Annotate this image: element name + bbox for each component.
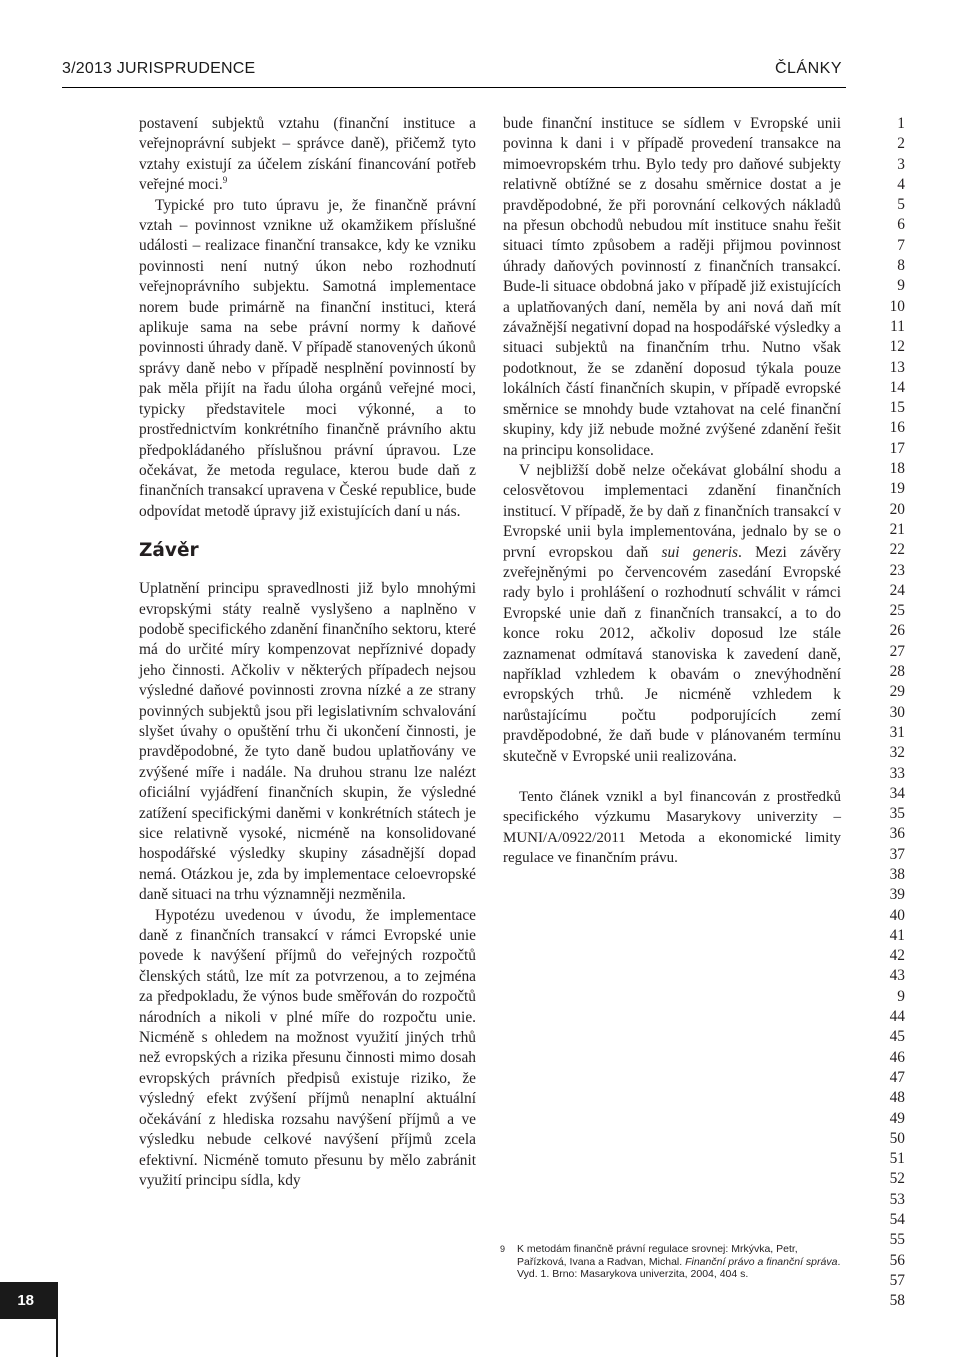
line-number: 46	[889, 1048, 905, 1066]
paragraph	[503, 461, 841, 767]
footnote-ref[interactable]: 9	[222, 175, 228, 186]
footnote-title: Finanční právo a finanční správa	[685, 1255, 838, 1268]
line-number: 16	[889, 419, 905, 437]
line-number: 2	[897, 135, 905, 153]
line-number: 53	[889, 1190, 905, 1208]
line-number: 36	[889, 825, 905, 843]
line-number: 15	[889, 399, 905, 417]
line-number: 56	[889, 1251, 905, 1269]
paragraph: Uplatnění principu spravedlnosti již bylo mnohými evropskými státy realně vyslyšeno a naplněno v podobě specifického zdanění finančního sektoru, které má do určité míry kompenzovat nepříznivé dopady jeho činnosti. Ačkoliv v některých případech nejsou výsledné daňové povinnosti zrovna nízké a ze strany povinných subjektů jsou při legislativním schvalování slyšet úvahy o opuštění trhu či ukončení činnosti, je pravděpodobné, že tyto daně budou uplatňovány ve zvýšené míře i nadále. Na druhou stranu lze nalézt oficiální vyjádření finančních skupin, že výsledné zatížení specifickými daněmi v konkrétních státech je sice relativně vysoké, nicméně na konsolidované hospodářské výsledky skupiny zásadnější dopad nemá. Otázkou je, zda by implementace celoevropské daně situaci na trhu významněji nezměnila.	[139, 580, 476, 904]
line-number: 30	[889, 703, 905, 721]
line-number: 11	[890, 317, 905, 335]
line-number: 33	[889, 764, 905, 782]
line-number: 44	[889, 1008, 905, 1026]
line-number: 23	[889, 561, 905, 579]
line-number: 49	[889, 1109, 905, 1127]
line-number: 54	[889, 1211, 905, 1229]
line-number: 48	[889, 1089, 905, 1107]
line-number: 40	[889, 906, 905, 924]
line-number: 41	[889, 926, 905, 944]
line-number: 3	[897, 155, 905, 173]
right-column	[503, 114, 841, 869]
line-numbers	[865, 114, 905, 1312]
line-number: 12	[889, 338, 905, 356]
footnote-text	[517, 1243, 845, 1281]
line-number: 29	[889, 683, 905, 701]
page-number: 18	[0, 1282, 56, 1319]
line-number: 27	[889, 642, 905, 660]
footnote-number: 9	[500, 1244, 506, 1254]
line-number: 14	[889, 378, 905, 396]
line-number: 38	[889, 865, 905, 883]
footnote-text-part: . Vyd. 1. Brno: Masarykova univerzita, 2004, 404 s.	[517, 1255, 841, 1280]
line-number: 22	[889, 541, 905, 559]
section-header: ČLÁNKY	[774, 60, 842, 77]
line-number: 17	[889, 439, 905, 457]
line-number: 9	[897, 277, 905, 295]
spacer	[503, 767, 841, 787]
line-number: 50	[889, 1129, 905, 1147]
header-rule	[62, 87, 846, 88]
line-number: 24	[889, 581, 905, 599]
left-column	[139, 114, 476, 1191]
line-number: 42	[889, 947, 905, 965]
line-number: 5	[897, 196, 905, 214]
line-number: 25	[889, 602, 905, 620]
line-number: 55	[889, 1231, 905, 1249]
paragraph-text: V nejbližší době nelze očekávat globální shodu a celosvětovou implementaci zdanění finančních institucí. V případě, že by daň z finančních transakcí v Evropské unii byla implementována, jednalo by se o první evropskou daň	[503, 461, 841, 561]
line-number: 9	[897, 987, 905, 1005]
line-number: 6	[897, 216, 905, 234]
footnote	[500, 1243, 845, 1281]
paragraph: Typické pro tuto úpravu je, že finančně právní vztah – povinnost vznikne už okamžikem příslušné události – realizace finanční transakce, kdy ke vzniku povinnosti není nutný úkon nebo rozhodnutí veřejnoprávního subjektu. Samotná implementace norem bude primárně na finanční instituci, která aplikuje sama na sebe právní normy k daňové povinnosti úhrady daně. V případě stanovených úkonů správy daně nebo v případě nesplnění povinností by pak měla přijít na řadu úloha orgánů veřejné moci, typicky představitele moci výkonné, a to prostřednictvím konkrétního finančně právního aktu předpokládaného příslušnou právní úpravou. Lze očekávat, že metoda regulace, kterou bude daň z finančních transakcí upravena v České republice, bude odpovídat metodě úpravy již existujících daní u nás.	[139, 196, 476, 520]
line-number: 34	[889, 784, 905, 802]
line-number: 47	[889, 1068, 905, 1086]
line-number: 45	[889, 1028, 905, 1046]
line-number: 13	[889, 358, 905, 376]
line-number: 51	[889, 1150, 905, 1168]
italic-term: sui generis	[661, 543, 739, 561]
journal-header: 3/2013 JURISPRUDENCE	[62, 60, 256, 77]
line-number: 31	[889, 723, 905, 741]
line-number: 4	[897, 175, 905, 193]
paragraph	[139, 114, 476, 196]
paragraph-text: . Mezi závěry zveřejněnými po červencovém zasedání Evropské rady bylo i prohlášení o rozhodnutí schválit v rámci Evropské unie daň z finančních transakcí, a to do konce roku 2012, ačkoliv doposud lze stále zaznamenat odmítavá stanoviska k zavedení daně, například vzhledem k obavám o znevýhodnění evropských trhů. Je nicméně vzhledem k narůstajícímu počtu podporujících zemí pravděpodobné, že daň bude v plánovaném termínu skutečně v Evropské unii realizována.	[503, 543, 841, 765]
line-number: 18	[889, 460, 905, 478]
line-number: 20	[889, 500, 905, 518]
line-number: 26	[889, 622, 905, 640]
line-number: 58	[889, 1292, 905, 1310]
top-margin	[0, 0, 960, 44]
footnote-text-part: K metodám finančně právní regulace srovnej: Mrkývka, Petr, Pařízková, Ivana a Radvan, Michal.	[517, 1243, 798, 1268]
line-number: 1	[897, 115, 905, 132]
line-number: 35	[889, 805, 905, 823]
page-edge-bar	[56, 1282, 58, 1357]
line-number: 8	[897, 257, 905, 275]
line-number: 28	[889, 663, 905, 681]
section-heading: Závěr	[139, 540, 199, 562]
paragraph: bude finanční instituce se sídlem v Evropské unii povinna k dani i v případě provedení transakce na mimoevropském trhu. Bylo tedy pro daňové subjekty relativně obtížné se z dosahu směrnice dostat a je pravděpodobné, že při porovnání celkových nákladů na přesun obchodů nebudou mít instituce snahu řešit situaci tímto způsobem a raději přijmou povinnost úhrady daňových povinností z finančních transakcí. Bude-li situace obdobná jako v případě již existujících a uplatňovaných daní, neměla by ani nová daň mít závažnější negativní dopad na hospodářské výsledky a situaci subjektů na finančním trhu. Nutno však podotknout, že se zdanění doposud týkala pouze lokálních částí finančních skupin, v případě evropské směrnice se mnohdy bude vztahovat na celé finanční skupiny, kdy již nebude možné zvýšené zdanění řešit na principu konsolidace.	[503, 115, 841, 459]
line-number: 37	[889, 845, 905, 863]
line-number: 21	[889, 520, 905, 538]
line-number: 32	[889, 744, 905, 762]
line-number: 57	[889, 1271, 905, 1289]
line-number: 7	[897, 236, 905, 254]
paragraph: Hypotézu uvedenou v úvodu, že implementace daně z finančních transakcí v rámci Evropské unie povede k navýšení příjmů do veřejných rozpočtů členských států, lze mít za potvrzenou, a to zejména za předpokladu, že výnos bude směřován do rozpočtů národních a nikoli v plné míře do rozpočtu unie. Nicméně s ohledem na možnost využití jiných trhů než evropských a rizika přesunu činnosti mimo dosah evropských právních předpisů existuje riziko, že výsledný efekt zvýšení příjmů nenaplní aktuální očekávání z hlediska rozsahu navýšení příjmů a ve výsledku nebude celkové navýšení příjmů zcela efektivní. Nicméně tomuto přesunu by mělo zabránit využití principu sídla, kdy	[139, 906, 476, 1189]
line-number: 43	[889, 967, 905, 985]
line-number: 19	[889, 480, 905, 498]
paragraph-text: postavení subjektů vztahu (finanční instituce a veřejnoprávní subjekt – správce daně), přičemž tyto vztahy existují za účelem získání financování potřeb veřejné moci.	[139, 115, 476, 194]
line-number: 39	[889, 886, 905, 904]
line-number: 10	[889, 297, 905, 315]
line-number: 52	[889, 1170, 905, 1188]
funding-note: Tento článek vznikl a byl financován z prostředků specifického výzkumu Masarykovy univerzity – MUNI/A/0922/2011 Metoda a ekonomické limity regulace ve finančním právu.	[503, 789, 841, 867]
